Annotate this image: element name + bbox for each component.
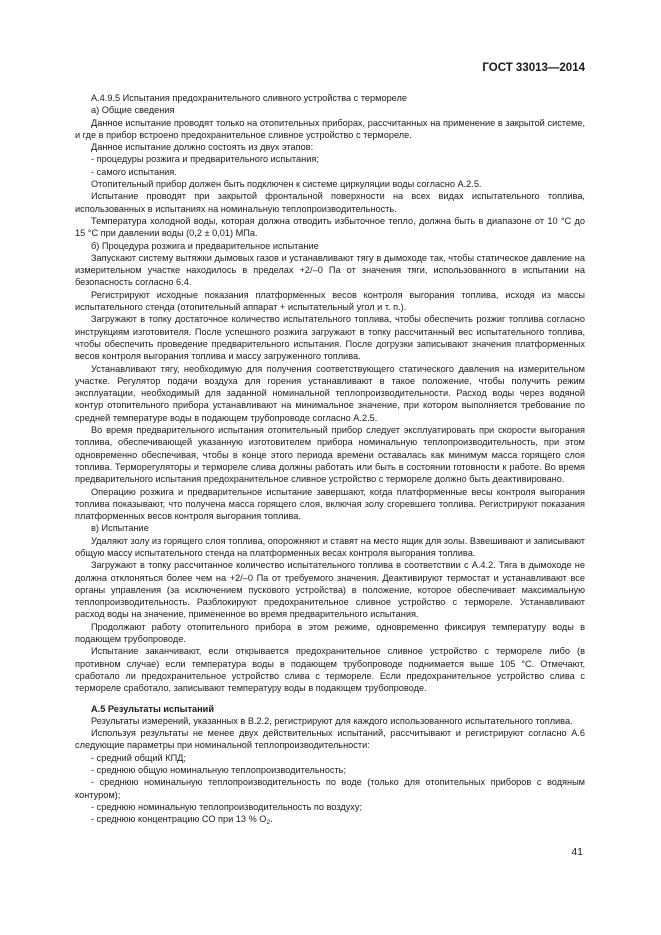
paragraph: Используя результаты не менее двух действительных испытаний, рассчитывают и регистрируют согласно А.6 следующие параметры при номинальной теплопроизводительности: — [75, 728, 585, 751]
subsection-a-title: а) Общие сведения — [91, 105, 175, 116]
paragraph: Запускают систему вытяжки дымовых газов и устанавливают тягу в дымоходе так, чтобы статическое давление на измерительном участке находилось в пределах +2/–0 Па от значения тяги, использованного в испытании на безопасность согласно 6.4. — [75, 252, 585, 288]
paragraph: Данное испытание проводят только на отопительных приборах, рассчитанных на применение в закрытой системе, и где в прибор встроено предохранительное сливное устройство с термореле. — [75, 117, 585, 140]
paragraph: Загружают в топку достаточное количество испытательного топлива, чтобы обеспечить розжиг топлива согласно инструкциям изготовителя. После успешного розжига загружают в топку рассчитанный вес испытательного топлива, чтобы обеспечить проведение предварительного испытания. После догрузки записывают значения платформенных весов контроля выгорания топлива и массу загруженного топлива. — [75, 314, 585, 362]
paragraph: Операцию розжига и предварительное испытание завершают, когда платформенные весы контроля выгорания топлива показывают, что получена масса горящего слоя, включая золу сгоревшего топлива. Регистрируют показания платформенных весов контроля выгорания топлива. — [75, 486, 585, 522]
list-item: - среднюю номинальную теплопроизводительность по воде (только для отопительных приборов с водяным контуром); — [75, 777, 585, 800]
page-number: 41 — [571, 846, 583, 858]
paragraph: Удаляют золу из горящего слоя топлива, опорожняют и ставят на место ящик для золы. Взвешивают и записывают общую массу испытательного стенда на платформенных весах контроля выгорания топлива. — [75, 535, 585, 558]
subsection-b-title: б) Процедура розжига и предварительное испытание — [91, 240, 319, 251]
subsection-c-title: в) Испытание — [91, 523, 149, 534]
paragraph: Продолжают работу отопительного прибора в этом режиме, одновременно фиксируя температуру воды в подающем трубопроводе. — [75, 621, 585, 645]
list-item-end: . — [270, 814, 273, 825]
page-body — [75, 92, 585, 826]
section-heading-a495: А.4.9.5 Испытания предохранительного сливного устройства с термореле — [91, 93, 407, 103]
list-item: - самого испытания. — [91, 166, 177, 177]
paragraph: Отопительный прибор должен быть подключен к системе циркуляции воды согласно А.2.5. — [91, 179, 482, 190]
paragraph: Данное испытание должно состоять из двух этапов: — [91, 142, 314, 153]
paragraph: Загружают в топку рассчитанное количество испытательного топлива в соответствии с А.4.2. Тяга в дымоходе не должна отклоняться более чем на +2/–0 Па от требуемого значения. Деактивируют термостат и устанавливают все органы управления (за исключением пускового устройства) в положение, которое обеспечивает максимальную теплопроизводительность. Разблокируют предохранительное сливное устройство с термореле. Устанавливают расход воды на значение, примененное во время предварительного испытания. — [75, 560, 585, 620]
list-item-co-concentration — [75, 813, 585, 825]
list-item: - среднюю номинальную теплопроизводительность по воздуху; — [91, 801, 363, 812]
paragraph: Испытание заканчивают, если открывается предохранительное сливное устройство с термореле либо (в противном случае) если температура воды в подающем трубопроводе поднимается выше 105 °С. Отмечают, сработало ли предохранительное устройство слива с термореле. Если предохранительное устройство слива с термореле сработало, записывают температуру воды в подающем трубопроводе. — [75, 646, 585, 694]
paragraph: Результаты измерений, указанных в В.2.2, регистрируют для каждого использованного испытательного топлива. — [91, 715, 573, 726]
paragraph: Во время предварительного испытания отопительный прибор следует эксплуатировать при скорости выгорания топлива, обеспечивающей указанную изготовителем прибора номинальную теплопроизводительность, при этом одновременно обеспечивая, чтобы в конце этого периода времени оставалась как минимум масса горящего слоя топлива. Терморегуляторы и термореле слива должны работать или быть в состоянии готовности к работе. Во время предварительного испытания предохранительное сливное устройство с термореле должно быть деактивировано. — [75, 425, 585, 485]
paragraph: Регистрируют исходные показания платформенных весов контроля выгорания топлива, исходя из массы испытательного стенда (отопительный аппарат + испытательный угол и т. п.). — [75, 289, 585, 313]
section-heading-a5: А.5 Результаты испытаний — [91, 703, 214, 714]
list-item: - процедуры розжига и предварительного испытания; — [91, 154, 319, 165]
document-number: ГОСТ 33013—2014 — [482, 62, 585, 74]
paragraph: Температура холодной воды, которая должна отводить избыточное тепло, должна быть в диапазоне от 10 °С до 15 °С при давлении воды (0,2 ± 0,01) МПа. — [75, 215, 585, 239]
oxygen-subscript: 2 — [266, 819, 271, 827]
list-item: - среднюю общую номинальную теплопроизводительность; — [91, 765, 346, 776]
list-item: - средний общий КПД; — [91, 752, 186, 763]
paragraph: Испытание проводят при закрытой фронтальной поверхности на всех видах испытательного топлива, использованных в испытаниях на номинальную теплопроизводительность. — [75, 191, 585, 214]
list-item-text: - среднюю концентрацию СО при 13 % О — [91, 814, 267, 825]
paragraph: Устанавливают тягу, необходимую для получения соответствующего статического давления на измерительном участке. Регулятор подачи воздуха для горения устанавливают в такое положение, чтобы получить режим эксплуатации, необходимый для заданной номинальной теплопроизводительности. Расход воды через водяной контур отопительного прибора устанавливают на минимальное значение, при котором выполняется требование по средней температуре воды в подающем трубопроводе согласно А.2.5. — [75, 363, 585, 423]
